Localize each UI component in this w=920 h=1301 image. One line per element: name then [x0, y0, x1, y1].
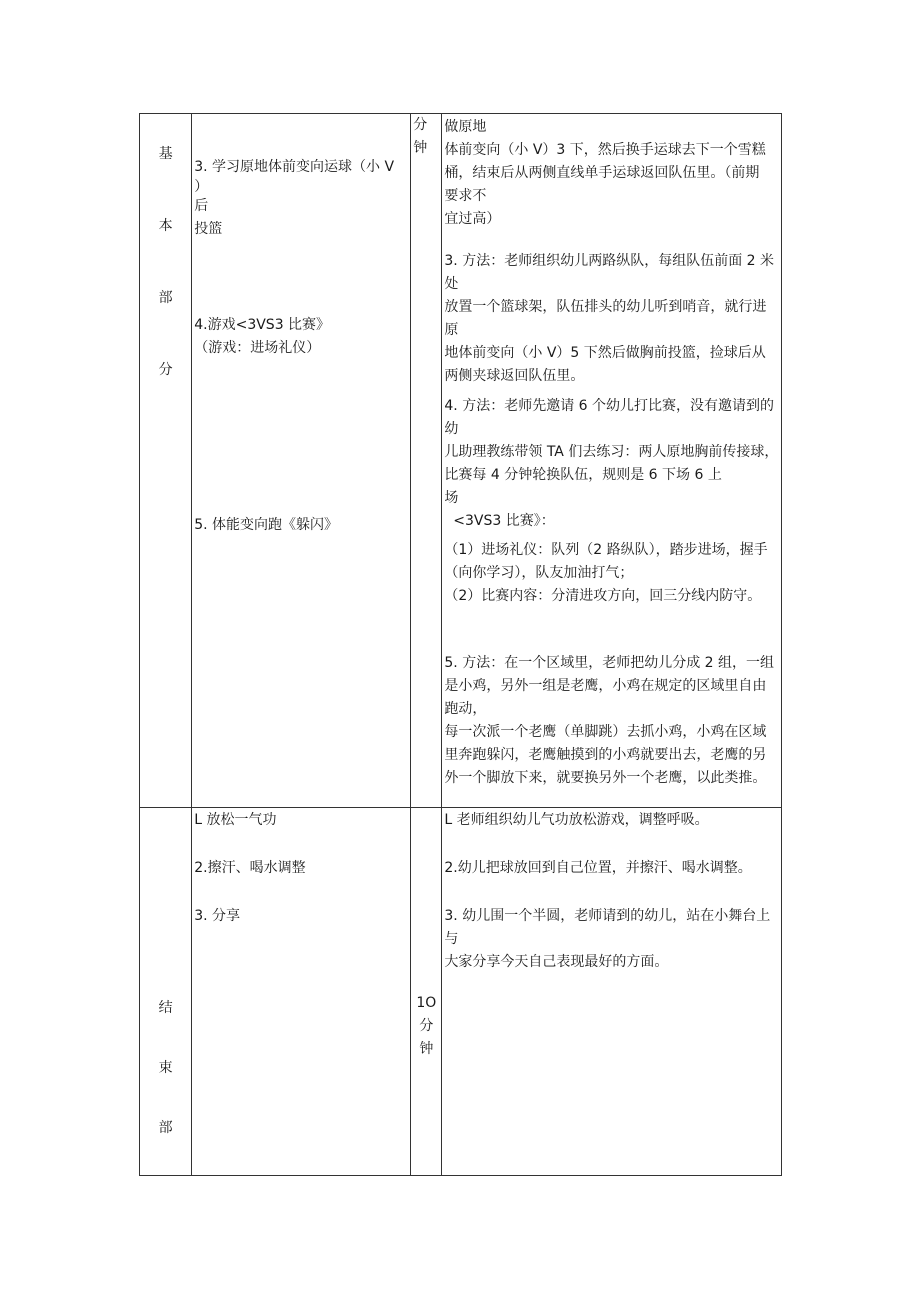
section-label-char: 束 — [158, 1060, 173, 1076]
method-line: （1）进场礼仪：队列（2 路纵队），踏步进场，握手 — [444, 542, 768, 558]
content-line: 后 — [194, 198, 209, 214]
ending-time-cell — [411, 808, 442, 1176]
basic-method-cell — [442, 114, 782, 808]
method-line: 儿助理教练带领 TA 们去练习：两人原地胸前传接球， — [444, 444, 779, 460]
method-line: 原 — [444, 322, 459, 338]
content-line: 4.游戏<3VS3 比赛》 — [194, 317, 331, 333]
method-line: <3VS3 比赛》： — [444, 513, 555, 529]
method-line: （向你学习），队友加油打气； — [444, 565, 634, 581]
content-line: ） — [194, 179, 209, 195]
method-line: 场 — [444, 490, 459, 506]
content-line: 投篮 — [194, 221, 223, 237]
time-value: 1O — [416, 995, 437, 1011]
content-line: 3. 分享 — [194, 908, 241, 924]
method-line: 两侧夹球返回队伍里。 — [444, 368, 585, 384]
method-line: 放置一个篮球架，队伍排头的幼儿听到哨音，就行进 — [444, 299, 767, 315]
method-line: 3. 方法：老师组织幼儿两路纵队，每组队伍前面 2 米 — [444, 253, 775, 269]
ending-content-cell — [192, 808, 411, 1176]
section-label-char: 结 — [158, 1000, 173, 1016]
method-line: 做原地 — [444, 119, 487, 135]
method-line: 大家分享今天自己表现最好的方面。 — [444, 954, 669, 970]
method-line: 每一次派一个老鹰（单脚跳）去抓小鸡，小鸡在区域 — [444, 724, 767, 740]
method-line: 外一个脚放下来，就要换另外一个老鹰，以此类推。 — [444, 770, 767, 786]
method-line: 是小鸡，另外一组是老鹰，小鸡在规定的区域里自由 — [444, 678, 767, 694]
lesson-plan-table — [139, 113, 782, 1176]
basic-content-cell — [192, 114, 411, 808]
section-label-char: 部 — [158, 1120, 173, 1136]
method-line: （2）比赛内容：分清进攻方向，回三分线内防守。 — [444, 588, 762, 604]
ending-method-cell — [442, 808, 782, 1176]
method-line: 比赛每 4 分钟轮换队伍，规则是 6 下场 6 上 — [444, 467, 722, 483]
method-line: 2.幼儿把球放回到自己位置，并擦汗、喝水调整。 — [444, 860, 752, 876]
content-line: L 放松一气功 — [194, 812, 277, 828]
method-line: 与 — [444, 931, 459, 947]
time-char: 分 — [413, 117, 428, 133]
method-line: 处 — [444, 276, 459, 292]
method-line: 地体前变向（小 V）5 下然后做胸前投篮，捡球后从 — [444, 345, 766, 361]
ending-section-label-cell — [140, 808, 192, 1176]
basic-section-label-cell — [140, 114, 192, 808]
section-label-char: 分 — [158, 362, 173, 378]
content-line: 5. 体能变向跑《躲闪》 — [194, 517, 339, 533]
method-line: 桶，结束后从两侧直线单手运球返回队伍里。（前期 — [444, 165, 760, 181]
method-line: 4. 方法：老师先邀请 6 个幼儿打比赛，没有邀请到的 — [444, 398, 775, 414]
section-label-char: 本 — [158, 218, 173, 234]
content-line: 3. 学习原地体前变向运球（小 V — [194, 159, 395, 175]
method-line: L 老师组织幼儿气功放松游戏，调整呼吸。 — [444, 812, 709, 828]
time-char: 钟 — [413, 140, 428, 156]
method-line: 5. 方法：在一个区域里，老师把幼儿分成 2 组，一组 — [444, 655, 775, 671]
method-line: 跑动， — [444, 701, 487, 717]
method-line: 幼 — [444, 421, 459, 437]
method-line: 里奔跑躲闪，老鹰触摸到的小鸡就要出去，老鹰的另 — [444, 747, 767, 763]
section-label-char: 部 — [158, 290, 173, 306]
section-label-char: 基 — [158, 146, 173, 162]
method-line: 3. 幼儿围一个半圆，老师请到的幼儿，站在小舞台上 — [444, 908, 771, 924]
method-line: 宜过高） — [444, 211, 501, 227]
method-line: 要求不 — [444, 188, 487, 204]
content-line: （游戏：进场礼仪） — [194, 340, 321, 356]
basic-section-row — [140, 114, 782, 808]
content-line: 2.擦汗、喝水调整 — [194, 860, 306, 876]
time-unit: 分钟 — [419, 1018, 434, 1057]
basic-time-cell — [411, 114, 442, 808]
ending-section-row — [140, 808, 782, 1176]
method-line: 体前变向（小 V）3 下，然后换手运球去下一个雪糕 — [444, 142, 766, 158]
